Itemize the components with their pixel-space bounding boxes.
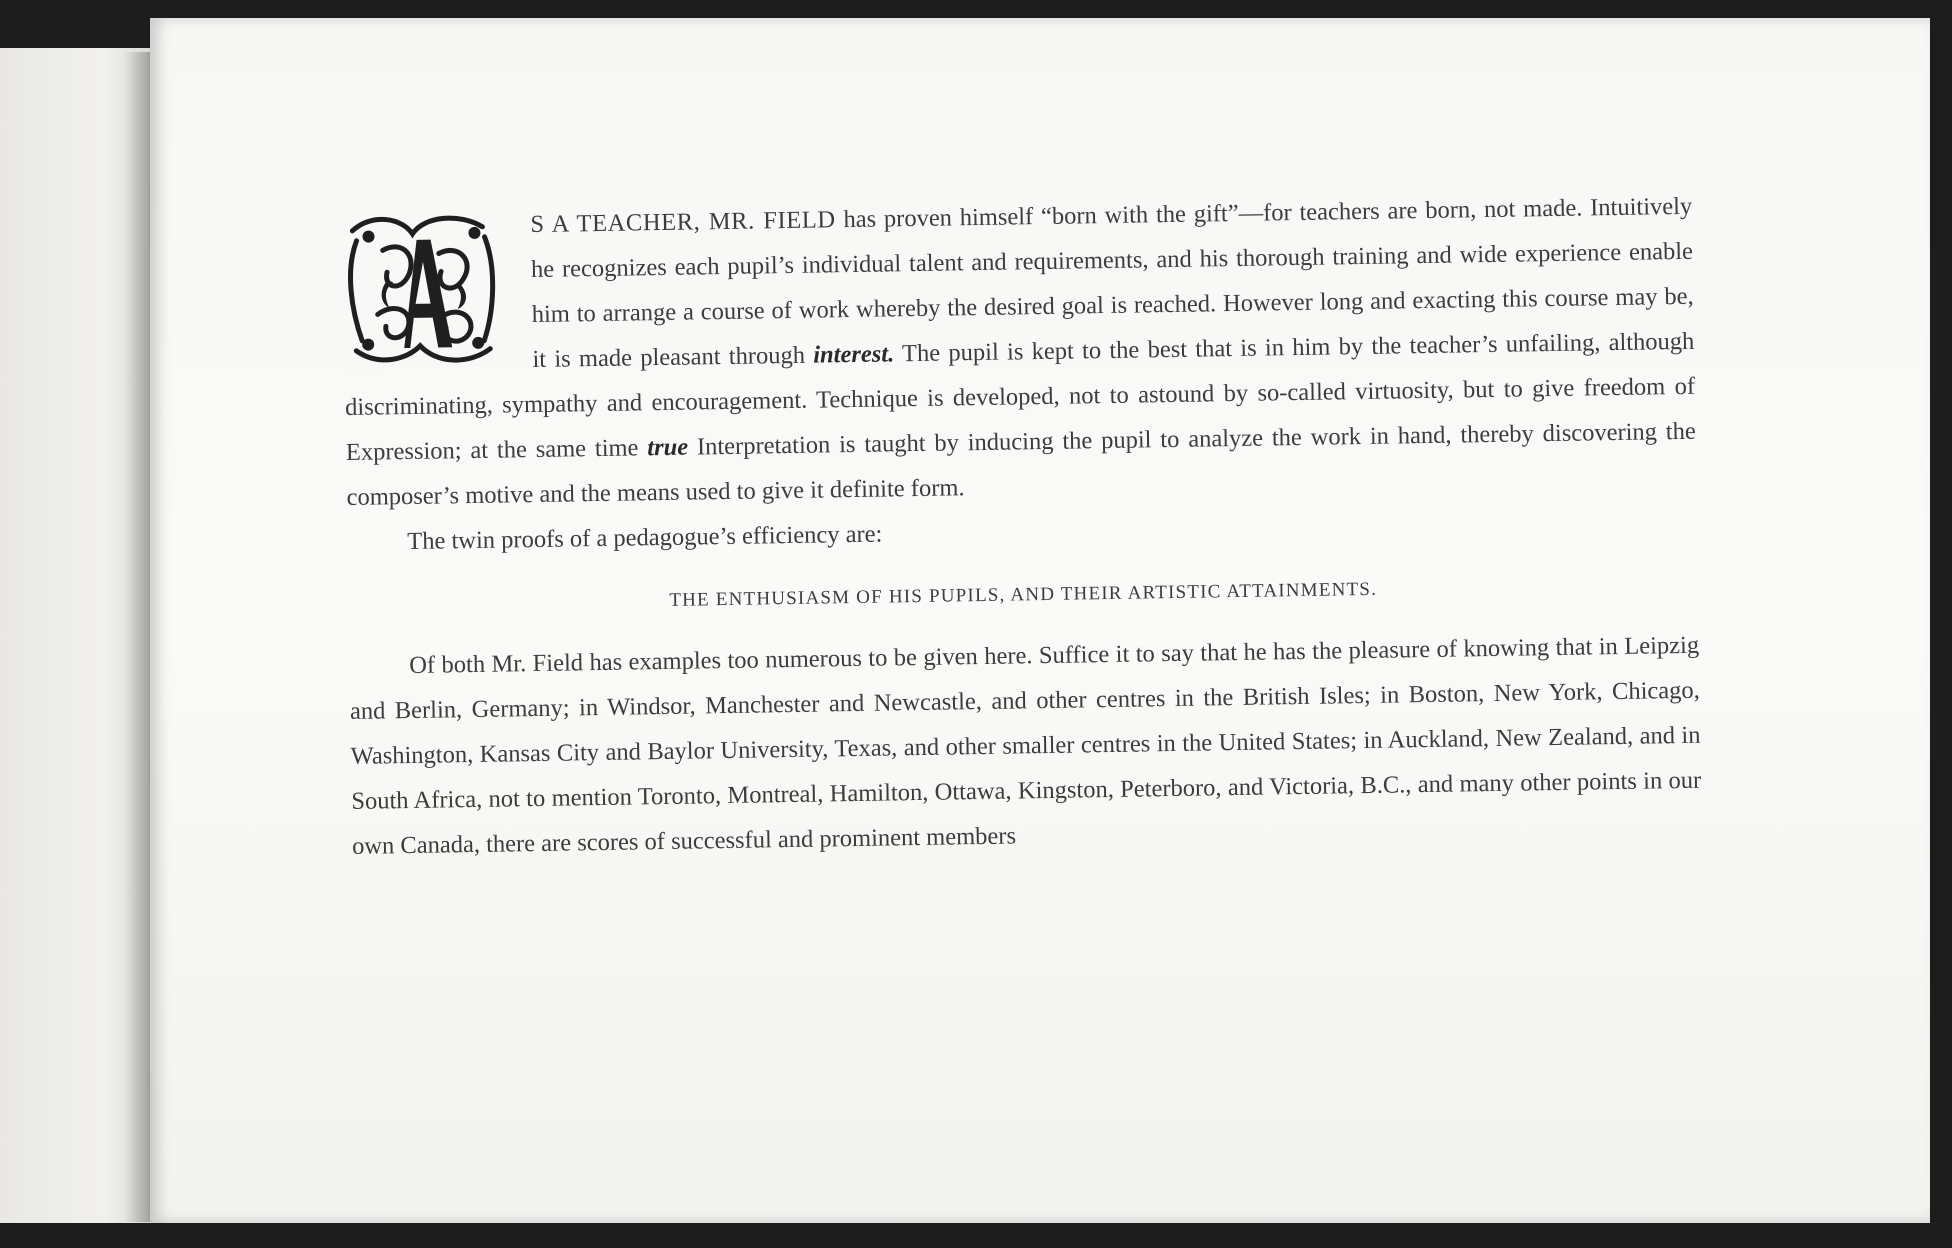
drop-cap-ornament-icon bbox=[342, 209, 500, 369]
drop-cap-letter: A bbox=[342, 210, 343, 212]
paragraph-1-text-c: Interpretation is taught by inducing the pupil to analyze the work in hand, thereby discovering the composer’s motive and the means used to give it definite form. bbox=[346, 417, 1696, 511]
page-gutter-shadow bbox=[124, 52, 152, 1222]
paragraph-1 bbox=[342, 184, 1697, 520]
opening-caps: S A TEACHER, MR. FIELD bbox=[530, 206, 836, 239]
emphasis-interest: interest. bbox=[813, 340, 895, 369]
section-heading: THE ENTHUSIASM OF HIS PUPILS, AND THEIR ARTISTIC ATTAINMENTS. bbox=[669, 578, 1378, 611]
paragraph-1-text-b: The pupil is kept to the best that is in him by the teacher’s unfailing, although discriminating, sympathy and encouragement. Technique is developed, not to astound by so-called virtuosity, but to give freedom of Expression; at the same time bbox=[344, 327, 1696, 466]
paragraph-1-text-a: has proven himself “born with the gift”—for teachers are born, not made. Intuitively he recognizes each pupil’s individual talent and requirements, and his thorough training and wide experience enable him to arrange a course of work whereby the desired goal is reached. However long and exacting this course may be, it is made pleasant through bbox=[530, 192, 1694, 374]
paragraph-3: Of both Mr. Field has examples too numerous to be given here. Suffice it to say that he has the pleasure of knowing that in Leipzig and Berlin, Germany; in Windsor, Manchester and Newcastle, and other centres in the British Isles; in Boston, New York, Chicago, Washington, Kansas City and Baylor University, Texas, and other smaller centres in the United States; in Auckland, New Zealand, and in South Africa, not to mention Toronto, Montreal, Hamilton, Ottawa, Kingston, Peterboro, and Victoria, B.C., and many other points in our own Canada, there are scores of successful and prominent members bbox=[349, 631, 1702, 860]
ornamental-drop-cap bbox=[342, 209, 500, 369]
paragraph-2: The twin proofs of a pedagogue’s efficiency are: bbox=[407, 520, 883, 556]
emphasis-true: true bbox=[647, 433, 689, 462]
text-block bbox=[342, 184, 1702, 869]
